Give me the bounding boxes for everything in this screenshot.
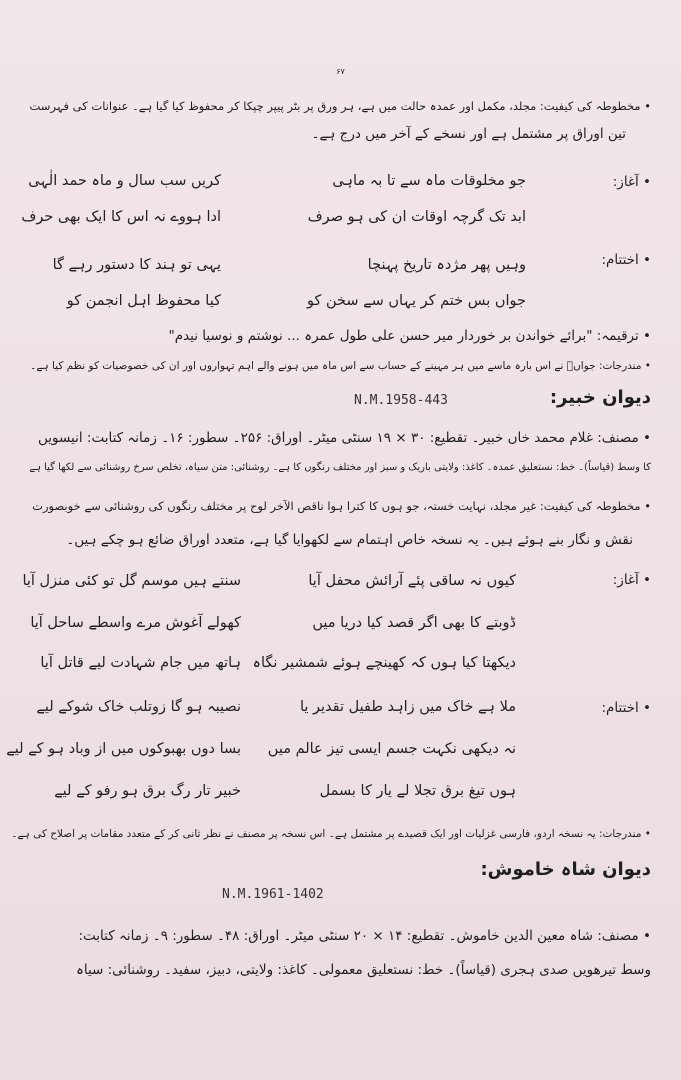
verse-right: جو مخلوقات ماہ سے تا بہ ماہی xyxy=(332,173,526,189)
verse-right: دیکھتا کیا ہوں کہ کھینچے ہوئے شمشیر نگاہ xyxy=(252,655,516,671)
verse-right: جواں بس ختم کر یہاں سے سخن کو xyxy=(307,293,526,309)
start-label: • آغاز: xyxy=(612,174,651,190)
author-line-2: وسط تیرھویں صدی ہجری (قیاساً)۔ خط: نستعلیق معمولی۔ کاغذ: ولایتی، دبیز، سفید۔ روشنائی: سیاہ xyxy=(75,962,651,978)
start-label: • آغاز: xyxy=(612,572,651,588)
page-number: ۶۷ xyxy=(336,67,345,76)
verse-left: سنتے ہیں موسم گل تو کئی منزل آیا xyxy=(22,573,241,589)
manuscript-reference: N.M.1961-1402 xyxy=(222,887,324,902)
verse-left: بسا دوں بھبوکوں میں از وباد ہو کے لیے xyxy=(6,741,241,757)
section-title-diwan-khabir: دیوان خبیر: xyxy=(549,387,651,408)
author-line: • مصنف: شاہ معین الدین خاموش۔ تقطیع: ۱۴ × ۲۰ سنٹی میٹر۔ اوراق: ۴۸۔ سطور: ۹۔ زمانہ کتابت: xyxy=(78,928,651,944)
contents-line: • مندرجات: جواںؔ نے اس بارہ ماسے میں ہر مہینے کے حساب سے اس ماہ میں ہونے والے اہم تہواروں اور ان کی خصوصیات کو نظم کیا ہے۔ xyxy=(30,360,651,372)
author-line: • مصنف: غلام محمد خاں خبیر۔ تقطیع: ۳۰ × ۱۹ سنٹی میٹر۔ اوراق: ۲۵۶۔ سطور: ۱۶۔ زمانہ کتابت: انیسویں xyxy=(38,430,651,446)
verse-right: ہوں تیغ برق تجلا لے یار کا بسمل xyxy=(319,783,516,799)
verse-left: نصیبہ ہو گا زوتلب خاک شوکے لیے xyxy=(36,699,241,715)
verse-right: کیوں نہ ساقی پئے آرائش محفل آیا xyxy=(308,573,516,589)
verse-right: ابد تک گرچہ اوقات ان کی ہو صرف xyxy=(307,209,526,225)
verse-left: یہی تو ہند کا دستور رہے گا xyxy=(52,257,221,273)
end-label: • اختتام: xyxy=(601,700,651,716)
verse-left: ادا ہووے نہ اس کا ایک بھی حرف xyxy=(21,209,221,225)
section-title-diwan-shah-khamosh: دیوان شاہ خاموش: xyxy=(480,859,651,880)
condition-line-2: تین اوراق پر مشتمل ہے اور نسخے کے آخر میں درج ہے۔ xyxy=(311,126,626,142)
verse-left: کریں سب سال و ماہ حمد الٰہی xyxy=(28,173,221,189)
contents-line: • مندرجات: یہ نسخہ اردو، فارسی غزلیات اور ایک قصیدے پر مشتمل ہے۔ اس نسخہ پر مصنف نے نظر ثانی کر کے متعدد مقامات پر اصلاح کی ہے۔ xyxy=(11,828,651,840)
verse-right: وہیں پھر مژدہ تاریخ پہنچا xyxy=(367,257,526,273)
author-line-2: کا وسط (قیاساً)۔ خط: نستعلیق عمدہ۔ کاغذ: ولایتی باریک و سبز اور مختلف رنگوں کا ہے۔ روشنائی: متن سیاہ، تخلص سرخ روشنائی سے لکھا گیا ہے xyxy=(29,462,651,473)
condition-line-1: • مخطوطہ کی کیفیت: غیر مجلد، نہایت خستہ، جو ہوں کا کترا ہوا ناقص الآخر لوح پر مختلف رنگوں کی روشنائی سے خوبصورت xyxy=(32,499,651,513)
verse-left: ہاتھ میں جام شہادت لیے قاتل آیا xyxy=(40,655,241,671)
manuscript-reference: N.M.1958-443 xyxy=(354,393,448,408)
verse-left: خبیر تار رگ برق ہو رفو کے لیے xyxy=(54,783,241,799)
verse-right: ملا ہے خاک میں زاہد طفیل تقدیر یا xyxy=(299,699,516,715)
verse-left: کھولے آغوش مرے واسطے ساحل آیا xyxy=(30,615,241,631)
tarqima-line: • ترقیمہ: "برائے خواندن بر خوردار میر حسن علی طول عمرہ ... نوشتم و نوسیا نیدم" xyxy=(168,328,651,344)
verse-right: نہ دیکھی نکہت جسم ایسی تیز عالم میں xyxy=(267,741,516,757)
verse-right: ڈوبتے کا بھی اگر قصد کیا دریا میں xyxy=(312,615,516,631)
end-label: • اختتام: xyxy=(601,252,651,268)
condition-line-2: نقش و نگار بنے ہوئے ہیں۔ یہ نسخہ خاص اہتمام سے لکھوایا گیا ہے، متعدد اوراق ضائع ہو چکے ہیں۔ xyxy=(66,532,633,548)
condition-line-1: • مخطوطہ کی کیفیت: مجلد، مکمل اور عمدہ حالت میں ہے، ہر ورق پر بٹر پیپر چپکا کر محفوظ کیا گیا ہے۔ عنوانات کی فہرست xyxy=(29,99,651,113)
verse-left: کیا محفوظ اہل انجمن کو xyxy=(66,293,221,309)
